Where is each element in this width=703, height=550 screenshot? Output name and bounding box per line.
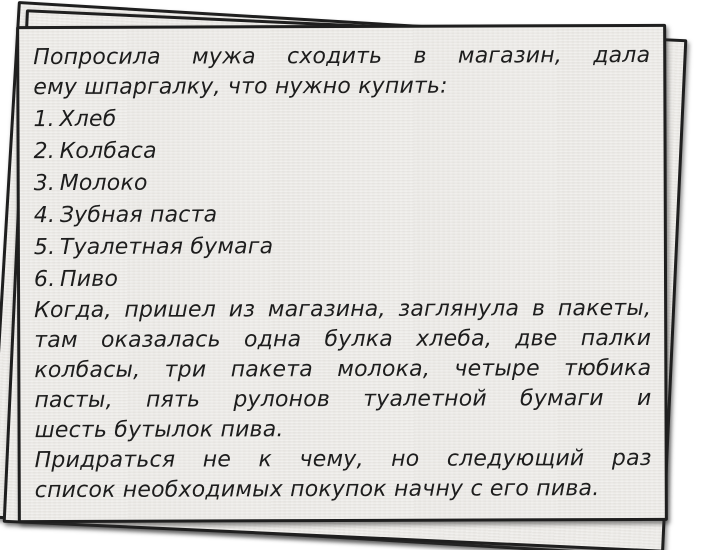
item-number: 2.	[33, 139, 56, 165]
list-item-4	[34, 198, 651, 232]
intro-line: Попросила мужа сходить в магазин, дала	[33, 42, 651, 71]
list-item-5	[34, 230, 651, 264]
body-line: пасты, пять рулонов туалетной бумаги и	[34, 385, 652, 414]
body-line: там оказалась одна булка хлеба, две палки	[34, 325, 652, 354]
note-card	[16, 24, 668, 523]
item-label: Молоко	[59, 170, 148, 196]
item-number: 3.	[33, 171, 56, 197]
punchline-paragraph	[35, 444, 652, 506]
item-label: Колбаса	[59, 138, 157, 164]
intro-paragraph	[33, 41, 650, 103]
list-item-6	[34, 262, 651, 296]
body-line: Когда, пришел из магазина, заглянула в пакеты,	[34, 295, 652, 324]
item-number: 6.	[33, 267, 56, 293]
list-item-1	[33, 102, 650, 136]
body-line: шесть бутылок пива.	[34, 417, 284, 444]
item-label: Хлеб	[59, 106, 117, 132]
item-label: Туалетная бумага	[59, 234, 274, 260]
intro-line: ему шпаргалку, что нужно купить:	[33, 73, 448, 101]
item-number: 4.	[33, 203, 56, 229]
punchline-line: Придраться не к чему, но следующий раз	[34, 445, 652, 474]
body-paragraph	[34, 294, 652, 446]
shopping-list	[33, 102, 651, 296]
item-number: 5.	[33, 235, 56, 261]
punchline-line: список необходимых покупок начну с его пива.	[34, 476, 600, 504]
note-text-area	[19, 27, 665, 520]
item-label: Пиво	[59, 266, 119, 292]
body-line: колбасы, три пакета молока, четыре тюбика	[34, 355, 652, 384]
item-number: 1.	[33, 107, 55, 133]
list-item-3	[34, 166, 651, 200]
item-label: Зубная паста	[59, 202, 218, 228]
list-item-2	[34, 134, 651, 168]
